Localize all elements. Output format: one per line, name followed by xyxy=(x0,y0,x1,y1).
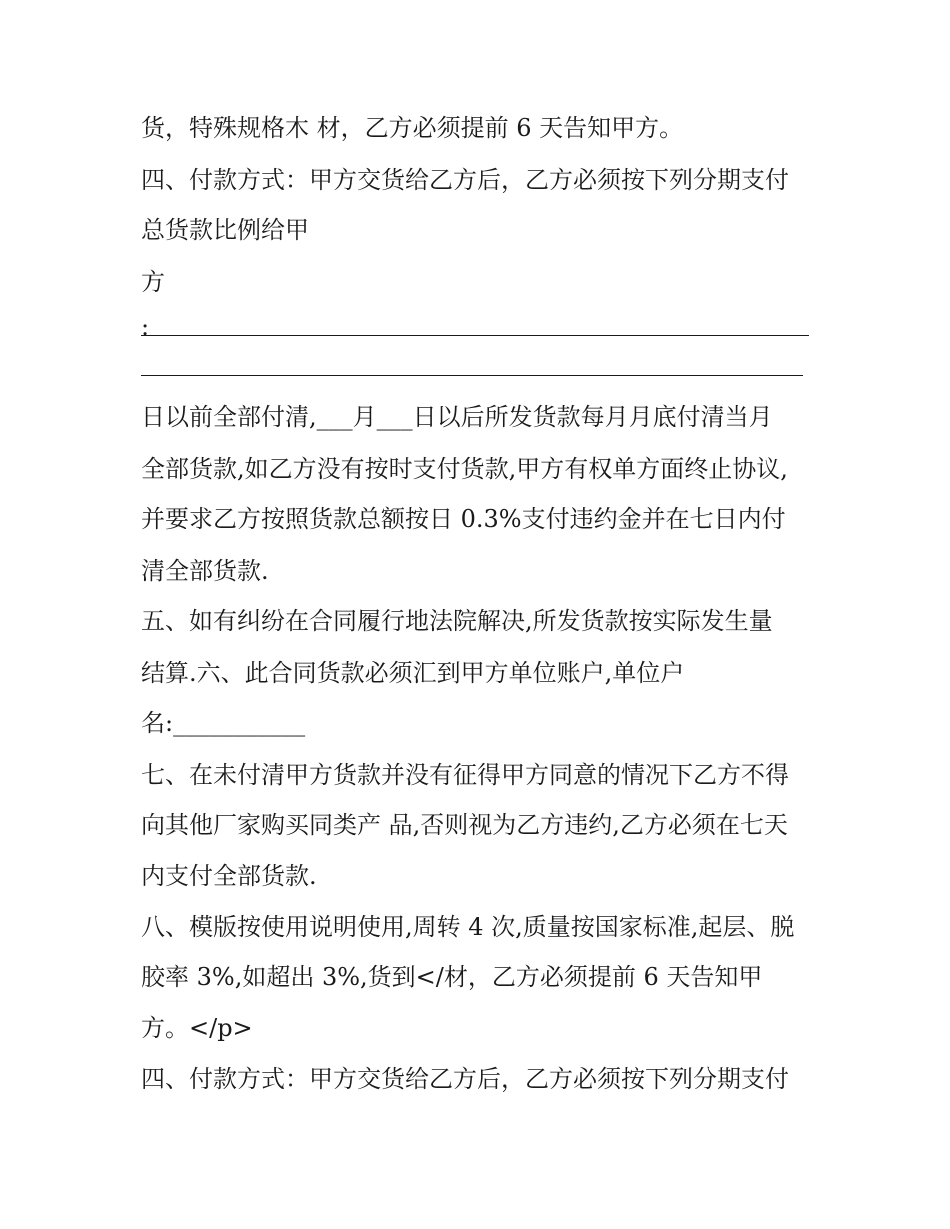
text-line: 全部货款,如乙方没有按时支付货款,甲方有权单方面终止协议, xyxy=(141,455,788,483)
text-line: 五、如有纠纷在合同履行地法院解决,所发货款按实际发生量 xyxy=(141,607,773,635)
text-line: : xyxy=(141,313,150,341)
text-line: 结算.六、此合同货款必须汇到甲方单位账户,单位户 xyxy=(141,659,685,687)
text-line: 内支付全部货款. xyxy=(141,862,317,890)
text-line: 四、付款方式：甲方交货给乙方后，乙方必须按下列分期支付 xyxy=(141,1065,789,1093)
text-line: 向其他厂家购买同类产 品,否则视为乙方违约,乙方必须在七天 xyxy=(141,811,788,839)
text-line: 胶率 3%,如超出 3%,货到</材，乙方必须提前 6 天告知甲 xyxy=(141,963,763,991)
text-line: 日以前全部付清,___月___日以后所发货款每月月底付清当月 xyxy=(141,403,773,431)
text-line: 八、模版按使用说明使用,周转 4 次,质量按国家标准,起层、脱 xyxy=(141,913,795,941)
fill-in-blank-line xyxy=(141,335,809,336)
text-line: 方 xyxy=(141,268,165,296)
fill-in-blank-line xyxy=(141,375,803,376)
text-line: 总货款比例给甲 xyxy=(141,216,309,244)
text-line: 名:___________ xyxy=(141,709,306,737)
text-line: 并要求乙方按照货款总额按日 0.3%支付违约金并在七日内付 xyxy=(141,505,786,533)
text-line: 四、付款方式：甲方交货给乙方后，乙方必须按下列分期支付 xyxy=(141,166,789,194)
text-line: 七、在未付清甲方货款并没有征得甲方同意的情况下乙方不得 xyxy=(141,761,789,789)
text-line: 货，特殊规格木 材，乙方必须提前 6 天告知甲方。 xyxy=(141,114,684,142)
text-line: 方。</p> xyxy=(141,1014,253,1042)
text-line: 清全部货款. xyxy=(141,557,269,585)
